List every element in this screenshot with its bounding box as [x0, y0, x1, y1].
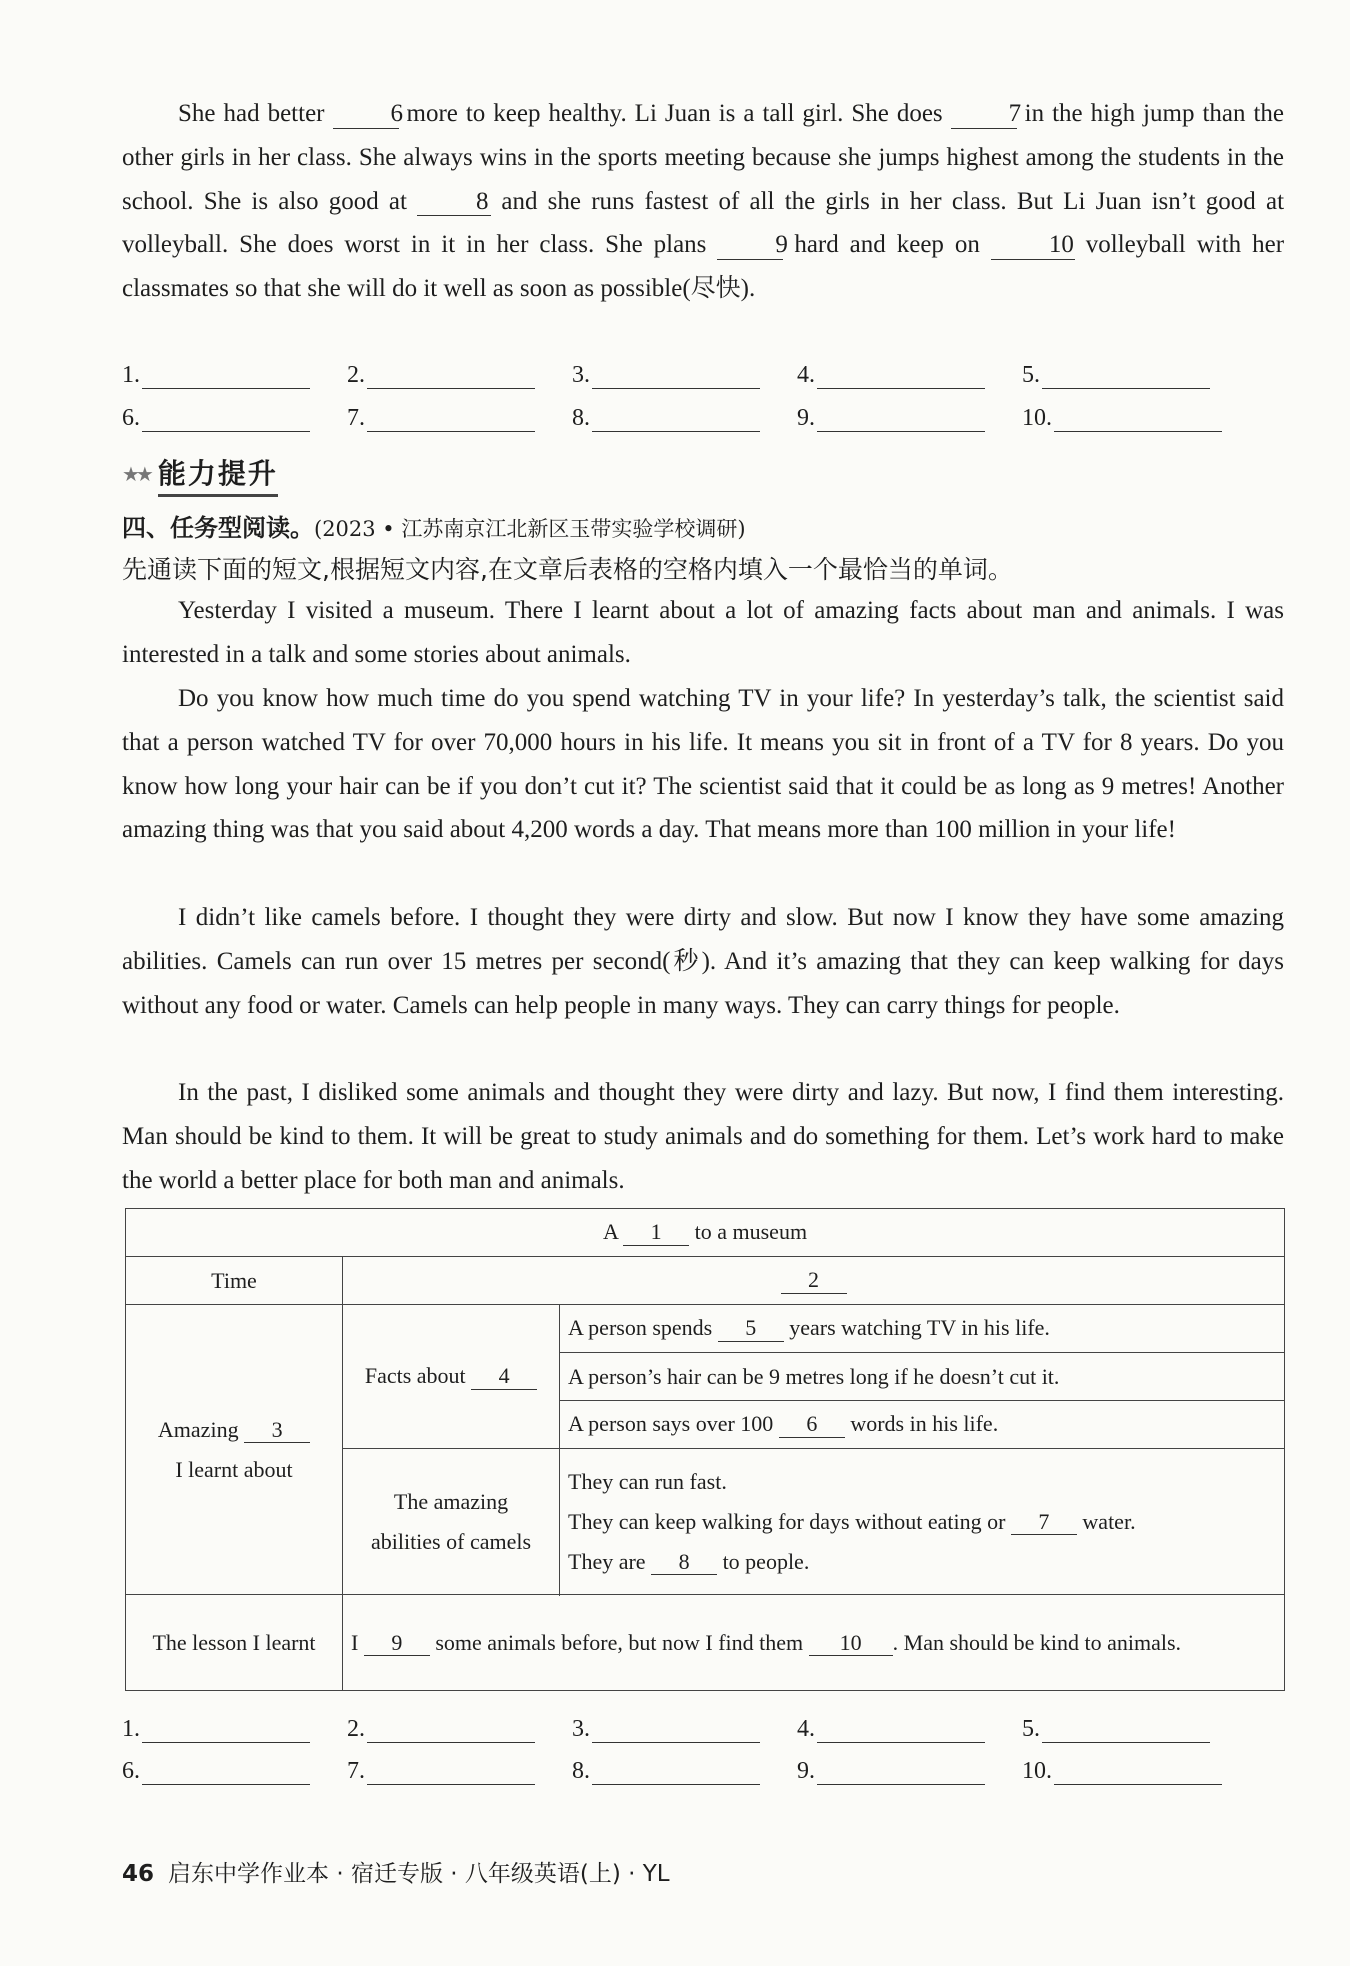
answer-line[interactable]	[1042, 364, 1210, 389]
passage-text: She had better	[178, 100, 325, 127]
answer-line[interactable]	[367, 1760, 535, 1785]
answer-slot	[797, 405, 1022, 432]
table-text: A	[602, 1219, 618, 1245]
passage-text: and she runs fastest of all the girls in her class. But Li Juan isn’t good at volleyball. She does worst in it in her class. She plans	[122, 187, 1285, 259]
table-text: to people.	[722, 1548, 810, 1574]
answer-slot	[122, 362, 347, 389]
answer-slot	[347, 1716, 572, 1743]
table-text: water.	[1082, 1508, 1136, 1534]
passage-text: hard and keep on	[794, 231, 980, 259]
answer-slot	[122, 1716, 347, 1743]
answer-line[interactable]	[1054, 407, 1222, 432]
table-text: years watching TV in his life.	[789, 1315, 1050, 1341]
answer-line[interactable]	[817, 1718, 985, 1743]
answer-number: 9.	[797, 405, 815, 431]
blank-10[interactable]: 10	[991, 231, 1075, 260]
answer-number: 7.	[347, 405, 365, 431]
table-text: abilities of camels	[370, 1528, 532, 1554]
blank-8[interactable]: 8	[417, 188, 491, 217]
table-blank-3[interactable]: 3	[244, 1418, 310, 1443]
passage-2-para-4: In the past, I disliked some animals and thought they were dirty and lazy. But now, I find them interesting. Man should be kind to them. It will be great to study animals and do something for them. Let’s work hard to make the world a better place for both man and animals.	[122, 1079, 1284, 1194]
answer-number: 1.	[122, 1716, 140, 1742]
answer-line[interactable]	[592, 1760, 760, 1785]
answer-row-2	[122, 405, 1282, 432]
table-text: They can keep walking for days without eating or	[568, 1508, 1006, 1534]
answer-number: 10.	[1022, 1758, 1052, 1784]
table-blank-4[interactable]: 4	[471, 1364, 537, 1389]
table-blank-9[interactable]: 9	[364, 1631, 430, 1656]
blank-6[interactable]: 6	[333, 100, 399, 129]
exercise-title: 四、任务型阅读。	[122, 514, 314, 542]
table-text: some animals before, but now I find them	[435, 1629, 804, 1655]
table-text: A person spends	[568, 1315, 713, 1341]
table-blank-7[interactable]: 7	[1011, 1510, 1077, 1535]
answer-number: 6.	[122, 1758, 140, 1784]
table-text: They are	[568, 1548, 646, 1574]
answer-number: 9.	[797, 1758, 815, 1784]
table-blank-1[interactable]: 1	[623, 1220, 689, 1245]
page-number: 46	[122, 1861, 155, 1887]
answer-slot	[347, 405, 572, 432]
answer-slot	[572, 405, 797, 432]
answer-slot	[122, 405, 347, 432]
answer-number: 10.	[1022, 405, 1052, 431]
answer-number: 7.	[347, 1758, 365, 1784]
table-text: Amazing	[157, 1416, 239, 1442]
answer-line[interactable]	[142, 1718, 310, 1743]
page-footer	[122, 1855, 670, 1888]
table-title	[126, 1209, 1285, 1257]
lesson-cell	[343, 1595, 1285, 1691]
fact-row	[560, 1305, 1285, 1353]
lesson-label: The lesson I learnt	[126, 1595, 343, 1691]
exercise-heading	[122, 508, 746, 543]
answer-line[interactable]	[1042, 1718, 1210, 1743]
answer-row-1	[122, 362, 1282, 389]
answer-number: 6.	[122, 405, 140, 431]
answer-slot	[1022, 1758, 1247, 1785]
fact-row	[560, 1401, 1285, 1449]
star-icon: ★★	[122, 463, 150, 486]
answer-slot	[572, 362, 797, 389]
answer-row-4	[122, 1758, 1282, 1785]
table-blank-2[interactable]: 2	[781, 1268, 847, 1293]
blank-7[interactable]: 7	[951, 100, 1017, 129]
answer-number: 8.	[572, 1758, 590, 1784]
section-title: 能力提升	[158, 452, 278, 497]
answer-line[interactable]	[592, 407, 760, 432]
passage-2-para-2: Do you know how much time do you spend watching TV in your life? In yesterday’s talk, the scientist said that a person watched TV for over 70,000 hours in his life. It means you sit in front of a TV for 8 years. Do you know how long your hair can be if you don’t cut it? The scientist said that it could be as long as 9 metres! Another amazing thing was that you said about 4,200 words a day. That means more than 100 million in your life!	[122, 685, 1284, 844]
answer-number: 2.	[347, 1716, 365, 1742]
answer-number: 4.	[797, 362, 815, 388]
answer-line[interactable]	[142, 407, 310, 432]
answer-line[interactable]	[817, 1760, 985, 1785]
table-blank-5[interactable]: 5	[718, 1316, 784, 1341]
answer-slot	[347, 362, 572, 389]
table-text: A person says over 100	[568, 1411, 774, 1437]
table-text: They can run fast.	[568, 1468, 727, 1494]
book-title: 启东中学作业本 · 宿迁专版 · 八年级英语(上) · YL	[168, 1861, 670, 1887]
passage-2-para-3: I didn’t like camels before. I thought they were dirty and slow. But now I know they have some amazing abilities. Camels can run over 15 metres per second(秒). And it’s amazing that they can keep walking for days without any food or water. Camels can help people in many ways. They can carry things for people.	[122, 904, 1284, 1019]
answer-row-3	[122, 1716, 1282, 1743]
answer-line[interactable]	[367, 364, 535, 389]
instruction: 先通读下面的短文,根据短文内容,在文章后表格的空格内填入一个最恰当的单词。	[122, 555, 1013, 584]
answer-line[interactable]	[592, 1718, 760, 1743]
blank-9[interactable]: 9	[717, 231, 783, 260]
facts-label	[343, 1305, 560, 1449]
passage-1	[122, 92, 1284, 311]
answer-line[interactable]	[817, 407, 985, 432]
answer-line[interactable]	[367, 1718, 535, 1743]
time-label: Time	[126, 1257, 343, 1305]
answer-slot	[797, 362, 1022, 389]
table-text: . Man should be kind to animals.	[892, 1629, 1182, 1655]
answer-number: 5.	[1022, 362, 1040, 388]
answer-slot	[1022, 405, 1247, 432]
answer-number: 3.	[572, 1716, 590, 1742]
answer-number: 2.	[347, 362, 365, 388]
table-blank-6[interactable]: 6	[779, 1412, 845, 1437]
answer-slot	[1022, 362, 1247, 389]
answer-number: 8.	[572, 405, 590, 431]
table-text: I	[351, 1629, 359, 1655]
answer-slot	[347, 1758, 572, 1785]
answer-line[interactable]	[142, 364, 310, 389]
table-text: The amazing	[393, 1488, 509, 1514]
table-text: Facts about	[364, 1363, 466, 1389]
answer-slot	[572, 1758, 797, 1785]
camel-abilities	[560, 1449, 1285, 1595]
table-blank-8[interactable]: 8	[651, 1550, 717, 1575]
answer-slot	[797, 1716, 1022, 1743]
passage-text: in the high jump than the other girls in her class. She always wins in the sports meeting because she jumps highest among the students in the school. She is also good at	[122, 100, 1285, 215]
answer-number: 1.	[122, 362, 140, 388]
answer-slot	[1022, 1716, 1247, 1743]
passage-text: volleyball with her classmates so that she will do it well as soon as possible(尽快).	[122, 231, 1285, 303]
section-header	[122, 452, 332, 496]
answer-line[interactable]	[817, 364, 985, 389]
answer-line[interactable]	[592, 364, 760, 389]
camel-label	[343, 1449, 560, 1595]
answer-line[interactable]	[1054, 1760, 1222, 1785]
passage-text: more to keep healthy. Li Juan is a tall girl. She does	[406, 100, 943, 127]
table-text: I learnt about	[175, 1456, 293, 1482]
time-cell	[343, 1257, 1285, 1305]
answer-line[interactable]	[142, 1760, 310, 1785]
answer-slot	[122, 1758, 347, 1785]
answer-number: 3.	[572, 362, 590, 388]
amazing-label	[126, 1305, 343, 1595]
answer-number: 5.	[1022, 1716, 1040, 1742]
exercise-source: (2023 • 江苏南京江北新区玉带实验学校调研)	[314, 517, 746, 541]
table-text: words in his life.	[850, 1411, 999, 1437]
table-text: to a museum	[694, 1219, 808, 1245]
answer-line[interactable]	[367, 407, 535, 432]
answer-number: 4.	[797, 1716, 815, 1742]
answer-slot	[797, 1758, 1022, 1785]
fact-row: A person’s hair can be 9 metres long if he doesn’t cut it.	[560, 1353, 1285, 1401]
passage-2-para-1: Yesterday I visited a museum. There I learnt about a lot of amazing facts about man and animals. I was interested in a talk and some stories about animals.	[122, 597, 1284, 668]
answer-slot	[572, 1716, 797, 1743]
task-table	[125, 1208, 1285, 1691]
table-blank-10[interactable]: 10	[809, 1631, 893, 1656]
